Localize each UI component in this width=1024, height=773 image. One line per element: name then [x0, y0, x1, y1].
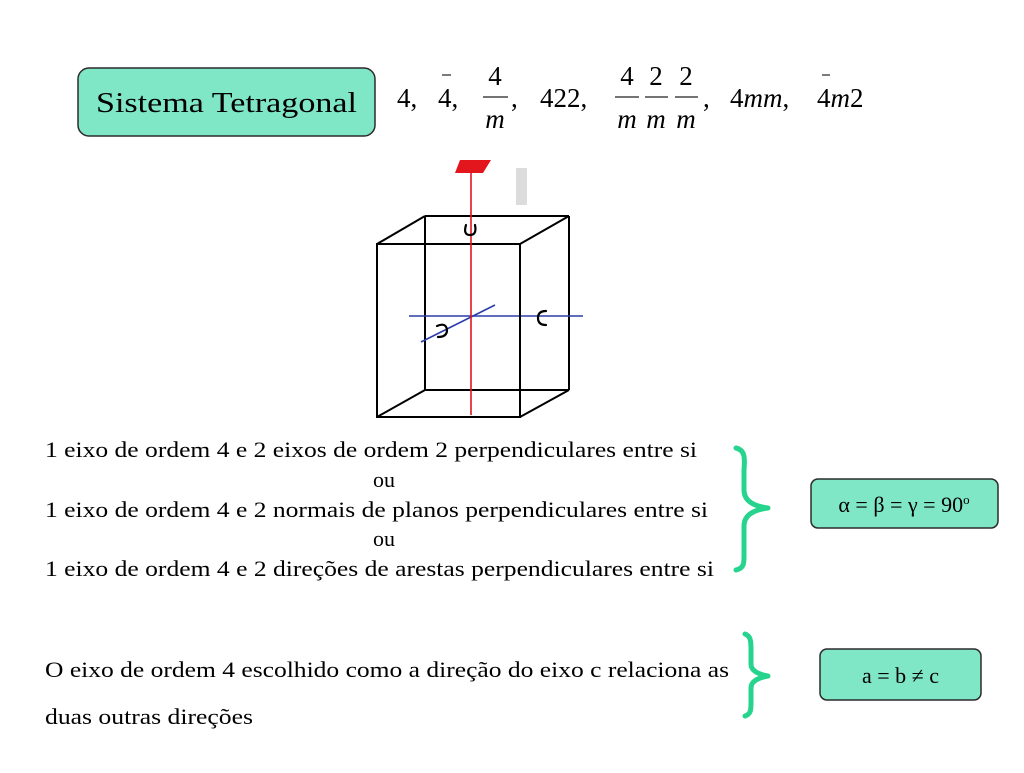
point-group-symbol: 4	[438, 83, 452, 113]
cube-edge-bottom-right	[520, 390, 569, 417]
statement-line: duas outras direções	[45, 704, 253, 729]
title-label: Sistema Tetragonal	[96, 87, 357, 119]
point-group-separator: ,	[410, 83, 418, 113]
point-group-4bar-m2	[817, 83, 864, 113]
symmetry-conditions	[45, 437, 714, 581]
point-group-letters: mm	[743, 83, 783, 113]
condition-or: ou	[373, 467, 395, 492]
point-groups	[397, 61, 864, 134]
fraction-denominator: m	[646, 104, 666, 134]
point-group-422	[540, 83, 587, 113]
point-group-tail: 2	[850, 83, 864, 113]
axis-statement	[45, 657, 729, 729]
tetragonal-prism-diagram	[377, 160, 583, 417]
point-group-separator: ,	[782, 83, 790, 113]
cube-edge-top-left	[377, 216, 425, 244]
point-group-4-bar	[438, 83, 458, 113]
title-box	[78, 68, 375, 136]
point-group-4mm	[730, 83, 789, 113]
fourfold-axis-marker-icon	[455, 160, 491, 173]
point-group-letters: m	[830, 83, 850, 113]
point-group-separator: ,	[451, 83, 459, 113]
condition-line: 1 eixo de ordem 4 e 2 direções de arestas perpendiculares entre si	[45, 556, 714, 581]
point-group-symbol: 422	[540, 83, 581, 113]
point-group-separator: ,	[580, 83, 588, 113]
fraction-numerator: 4	[620, 61, 634, 91]
statement-line: O eixo de ordem 4 escolhido como a direção do eixo c relaciona as	[45, 657, 729, 682]
cube-edge-top-right	[520, 216, 569, 244]
point-group-4m-2m-2m	[615, 61, 710, 134]
fraction-numerator: 4	[488, 61, 502, 91]
point-group-digit: 4	[817, 83, 831, 113]
point-group-4-over-m	[483, 61, 518, 134]
angles-box	[811, 479, 998, 528]
point-group-digit: 4	[730, 83, 744, 113]
angles-text: α = β = γ = 90	[838, 492, 964, 517]
point-group-separator: ,	[511, 83, 518, 113]
grouping-brace-icon	[745, 634, 768, 716]
angles-equation	[838, 492, 969, 517]
condition-line: 1 eixo de ordem 4 e 2 eixos de ordem 2 perpendiculares entre si	[45, 437, 697, 462]
point-group-symbol: 4	[397, 83, 411, 113]
point-group-separator: ,	[703, 83, 710, 113]
grouping-brace-icon	[736, 448, 768, 570]
fraction-denominator: m	[676, 104, 696, 134]
fraction-denominator: m	[617, 104, 637, 134]
ghost-marker	[516, 168, 527, 205]
cube-edge-bottom-left	[377, 390, 425, 417]
condition-or: ou	[373, 526, 395, 551]
degree-superscript: o	[963, 492, 970, 507]
lengths-box	[820, 649, 981, 700]
condition-line: 1 eixo de ordem 4 e 2 normais de planos perpendiculares entre si	[45, 497, 708, 522]
twofold-axis-line-diagonal	[421, 305, 495, 342]
twofold-symbol-right-icon	[538, 311, 546, 325]
fraction-numerator: 2	[679, 61, 693, 91]
lengths-equation: a = b ≠ c	[861, 663, 940, 688]
fraction-denominator: m	[485, 104, 505, 134]
cube-front-face	[377, 244, 520, 417]
fraction-numerator: 2	[649, 61, 663, 91]
point-group-4	[397, 83, 417, 113]
